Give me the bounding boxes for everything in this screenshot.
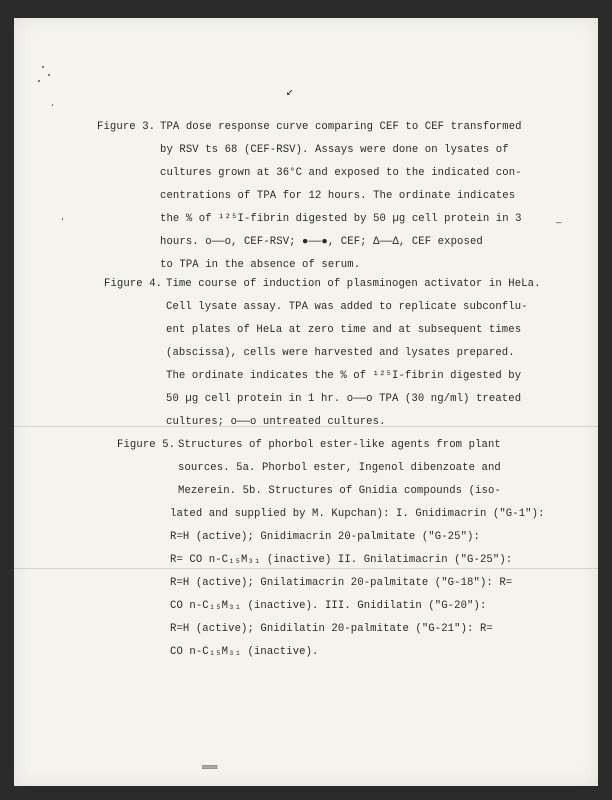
figure-5-line: R= CO n-C₁₅M₃₁ (inactive) II. Gnilatimacrin ("G-25"): (170, 554, 513, 566)
speck (48, 74, 50, 76)
figure-3-line: cultures grown at 36°C and exposed to the indicated con- (160, 167, 522, 179)
figure-5-line: R=H (active); Gnidimacrin 20-palmitate ("G-25"): (170, 531, 480, 543)
figure-3-line: TPA dose response curve comparing CEF to CEF transformed (160, 121, 522, 133)
speck (52, 104, 53, 106)
speck (38, 80, 40, 82)
figure-4-line: 50 µg cell protein in 1 hr. o——o TPA (30 ng/ml) treated (166, 393, 522, 405)
figure-5-label: Figure 5. (117, 439, 176, 451)
pen-mark: ↙ (286, 85, 294, 99)
figure-4-line: ent plates of HeLa at zero time and at subsequent times (166, 324, 522, 336)
figure-5-line: Mezerein. 5b. Structures of Gnidia compounds (iso- (178, 485, 501, 497)
figure-3-line: by RSV ts 68 (CEF-RSV). Assays were done on lysates of (160, 144, 509, 156)
figure-5-line: CO n-C₁₅M₃₁ (inactive). (170, 646, 319, 658)
figure-4-line: (abscissa), cells were harvested and lysates prepared. (166, 347, 515, 359)
figure-3-line: to TPA in the absence of serum. (160, 259, 361, 271)
figure-5-line: Structures of phorbol ester-like agents from plant (178, 439, 501, 451)
speck (62, 218, 63, 220)
speck (42, 66, 44, 68)
figure-4-line: cultures; o——o untreated cultures. (166, 416, 386, 428)
figure-3-line: centrations of TPA for 12 hours. The ordinate indicates (160, 190, 516, 202)
figure-3-label: Figure 3. (97, 121, 156, 133)
pen-mark: ══ (202, 760, 218, 775)
figure-4-line: Time course of induction of plasminogen activator in HeLa. (166, 278, 541, 290)
figure-5-line: CO n-C₁₅M₃₁ (inactive). III. Gnidilatin ("G-20"): (170, 600, 487, 612)
figure-5-line: R=H (active); Gnilatimacrin 20-palmitate ("G-18"): R= (170, 577, 513, 589)
figure-5-line: R=H (active); Gnidilatin 20-palmitate ("G-21"): R= (170, 623, 493, 635)
figure-3-line: the % of ¹²⁵I-fibrin digested by 50 µg cell protein in 3 (160, 213, 522, 225)
pen-mark: — (556, 218, 562, 228)
figure-4-line: The ordinate indicates the % of ¹²⁵I-fibrin digested by (166, 370, 522, 382)
figure-4-line: Cell lysate assay. TPA was added to replicate subconflu- (166, 301, 528, 313)
figure-3-line: hours. o——o, CEF-RSV; ●——●, CEF; Δ——Δ, CEF exposed (160, 236, 483, 248)
figure-5-line: sources. 5a. Phorbol ester, Ingenol dibenzoate and (178, 462, 501, 474)
figure-5-line: lated and supplied by M. Kupchan): I. Gnidimacrin ("G-1"): (170, 508, 545, 520)
figure-4-label: Figure 4. (104, 278, 163, 290)
